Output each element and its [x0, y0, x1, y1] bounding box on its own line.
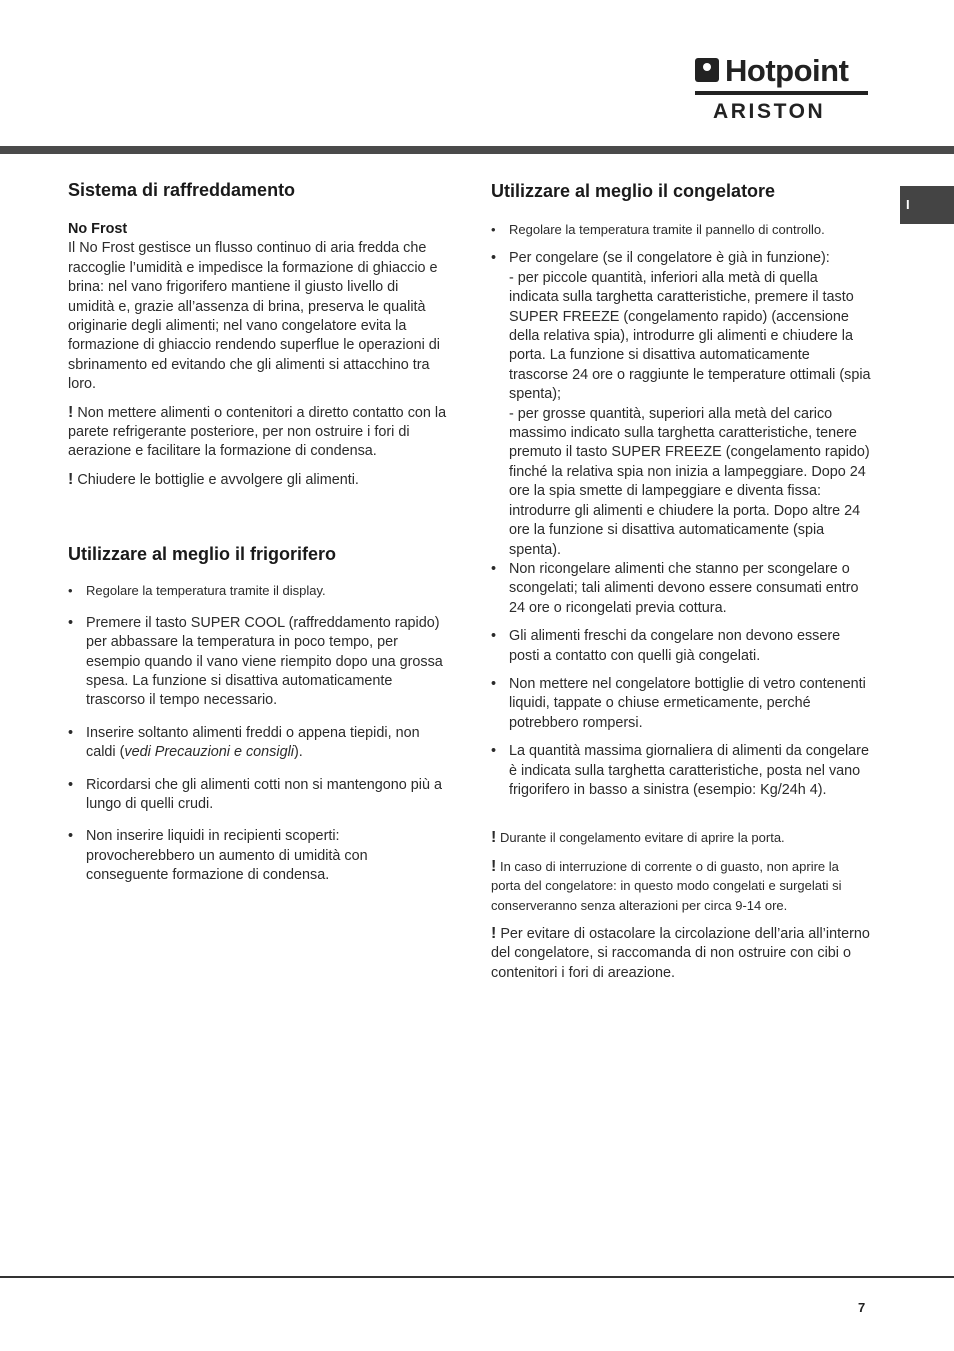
freezer-tips-list: [491, 220, 871, 800]
warning-note: ! Per evitare di ostacolare la circolazione dell’aria all’interno del congelatore, si raccomanda di non ostruire con cibi o contenitori i fori di areazione.: [491, 925, 870, 981]
section-title-fridge: Utilizzare al meglio il frigorifero: [68, 544, 337, 565]
logo-divider: [695, 91, 868, 95]
list-item: • Non ricongelare alimenti che stanno per scongelare o scongelati; tali alimenti devono essere consumati entro 24 ore o ricongelati previa cottura.: [491, 560, 871, 618]
page-number: 7: [858, 1300, 866, 1315]
warning-mark: !: [491, 829, 497, 847]
warning-note: ! Durante il congelamento evitare di aprire la porta.: [491, 829, 785, 847]
list-item: • Regolare la temperatura tramite il display.: [68, 581, 448, 600]
warning-mark: !: [68, 403, 74, 421]
brand-logo: [695, 52, 868, 124]
warning-mark: !: [491, 857, 497, 875]
footer-rule: [0, 1276, 954, 1278]
left-column: [68, 178, 448, 886]
list-item: • Inserire soltanto alimenti freddi o appena tiepidi, non caldi (vedi Precauzioni e consigli).: [68, 724, 448, 763]
list-item: • Gli alimenti freschi da congelare non devono essere posti a contatto con quelli già congelati.: [491, 627, 871, 666]
cross-reference: vedi Precauzioni e consigli: [124, 744, 294, 761]
list-item: • Ricordarsi che gli alimenti cotti non si mantengono più a lungo di quelli crudi.: [68, 776, 448, 815]
section-title-freezer: Utilizzare al meglio il congelatore: [491, 181, 776, 201]
section-title-cooling-system: Sistema di raffreddamento: [68, 180, 296, 200]
warning-mark: !: [491, 925, 497, 942]
subtitle-no-frost: No Frost: [68, 221, 128, 237]
warning-note: ! Non mettere alimenti o contenitori a diretto contatto con la parete refrigerante posteriore, per non ostruire i fori di aerazione e facilitare la formazione di condensa.: [68, 403, 447, 460]
header-bar: [0, 146, 954, 154]
warning-note: ! Chiudere le bottiglie e avvolgere gli alimenti.: [68, 470, 359, 488]
warning-mark: !: [68, 470, 74, 488]
right-column: [491, 179, 871, 983]
language-tab: I: [900, 186, 954, 224]
no-frost-paragraph: Il No Frost gestisce un flusso continuo di aria fredda che raccoglie l’umidità e impedisce la formazione di ghiaccio e brina: nel vano frigorifero mantiene il giusto livello di umidità e, grazie all’assenza di brina, preserva le qualità originarie degli alimenti; nel vano congelatore evita la formazione di ghiaccio rendendo superflue le operazioni di sbrinamento ed evitando che gli alimenti si attacchino tra loro.: [68, 240, 440, 393]
logo-hotpoint-text: Hotpoint: [725, 52, 849, 88]
list-item: • Premere il tasto SUPER COOL (raffreddamento rapido) per abbassare la temperatura in poco tempo, per esempio quando il vano viene riempito dopo una grossa spesa. La funzione si disattiva automaticamente trascorso il tempo necessario.: [68, 614, 448, 711]
logo-top-row: [695, 52, 868, 88]
logo-ariston-text: ARISTON: [713, 100, 826, 123]
list-item: • Per congelare (se il congelatore è già in funzione): - per piccole quantità, inferiori alla metà di quella indicata sulla targhetta caratteristiche, premere il tasto SUPER FREEZE (congelamento rapido) (accensione della relativa spia), introdurre gli alimenti e chiudere la porta. La funzione si disattiva automaticamente trascorse 24 ore o raggiunte le temperature ottimali (spia spenta); - per grosse quantità, superiori alla metà del carico massimo indicato sulla targhetta caratteristiche, tenere premuto il tasto SUPER FREEZE (congelamento rapido) finché la relativa spia non inizia a lampeggiare. Dopo 24 ore la spia smette di lampeggiare e diventa fissa: introdurre gli alimenti e chiudere la porta. Dopo altre 24 ore la funzione si disattiva automaticamente (spia spenta).: [491, 249, 871, 560]
fridge-tips-list: [68, 581, 448, 885]
logo-square-icon: [695, 58, 719, 82]
list-item: • La quantità massima giornaliera di alimenti da congelare è indicata sulla targhetta caratteristiche, posta nel vano frigorifero in basso a sinistra (esempio: Kg/24h 4).: [491, 742, 871, 800]
list-item: • Regolare la temperatura tramite il pannello di controllo.: [491, 220, 871, 239]
list-item: • Non mettere nel congelatore bottiglie di vetro contenenti liquidi, tappate o chiuse ermeticamente, perché potrebbero rompersi.: [491, 675, 871, 733]
warning-note: ! In caso di interruzione di corrente o di guasto, non aprire la porta del congelatore: in questo modo congelati e surgelati si conserveranno senza alterazioni per circa 9-14 ore.: [491, 857, 842, 913]
list-item: • Non inserire liquidi in recipienti scoperti: provocherebbero un aumento di umidità con conseguente formazione di condensa.: [68, 827, 448, 885]
